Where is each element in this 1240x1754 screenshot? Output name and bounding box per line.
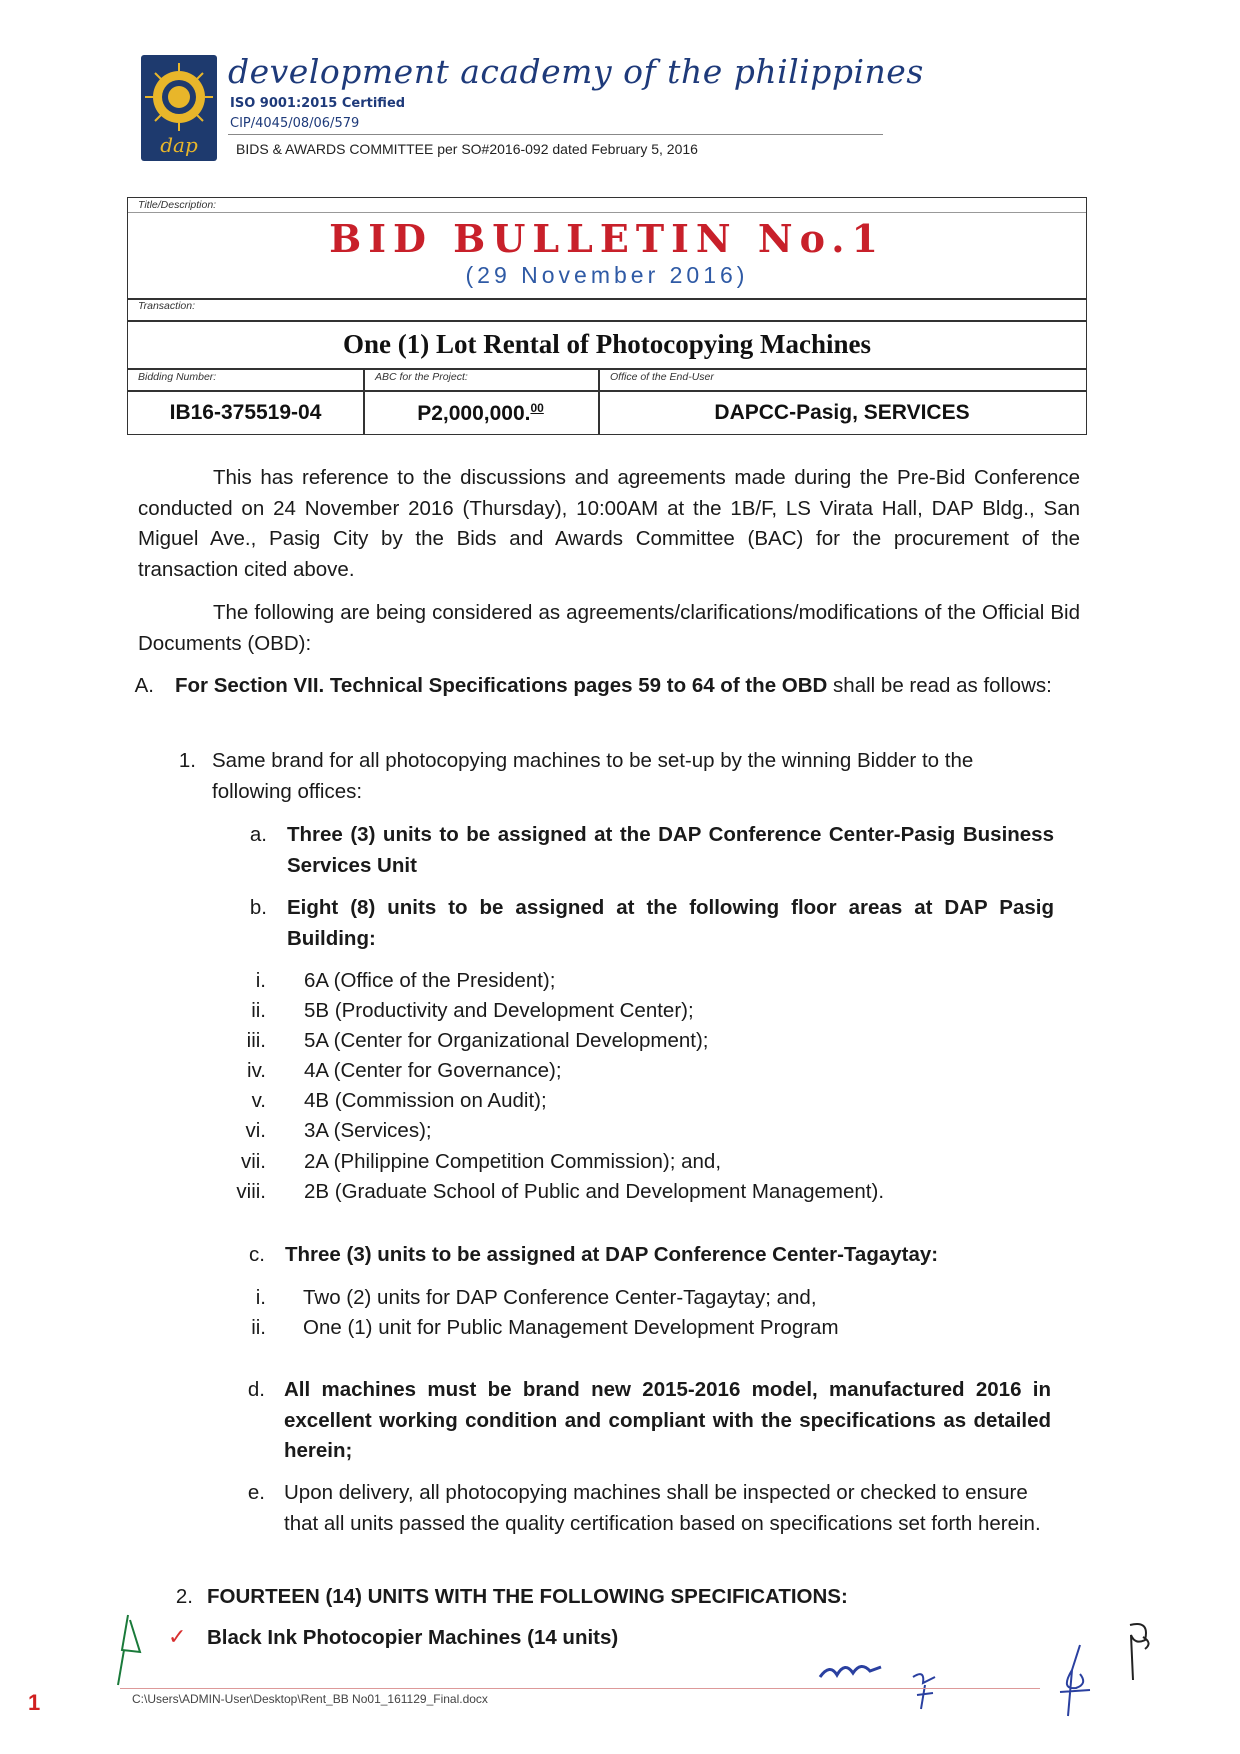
checkmark-icon: ✓ xyxy=(168,1624,187,1649)
item-2-marker: 2. xyxy=(175,1585,193,1608)
dap-logo xyxy=(141,55,217,161)
list-item: One (1) unit for Public Management Development Program xyxy=(303,1316,839,1339)
item-1-marker: 1. xyxy=(178,749,196,772)
item-b-marker: b. xyxy=(249,896,267,919)
item-a-text: Three (3) units to be assigned at the DAP Conference Center-Pasig Business Services Unit xyxy=(287,823,1054,877)
list-number: v. xyxy=(251,1089,266,1112)
handwritten-initial-icon xyxy=(905,1665,945,1715)
item-e-marker: e. xyxy=(247,1481,265,1504)
table-divider xyxy=(128,320,1086,322)
footer-divider xyxy=(120,1688,1040,1689)
item-d-text: All machines must be brand new 2015-2016 model, manufactured 2016 in excellent working condition and compliant with the specifications as detailed herein; xyxy=(284,1378,1051,1462)
abc-label: ABC for the Project: xyxy=(375,371,468,383)
list-number: iii. xyxy=(246,1029,266,1052)
handwritten-initial-icon xyxy=(1050,1640,1100,1720)
list-number: iv. xyxy=(247,1059,266,1082)
list-number: vi. xyxy=(245,1119,266,1142)
list-item: Two (2) units for DAP Conference Center-Tagaytay; and, xyxy=(303,1286,817,1309)
table-divider xyxy=(128,368,1086,370)
cip-number: CIP/4045/08/06/579 xyxy=(230,116,360,131)
transaction-title: One (1) Lot Rental of Photocopying Machines xyxy=(343,329,871,359)
handwritten-initial-icon xyxy=(1115,1615,1160,1685)
bac-reference: BIDS & AWARDS COMMITTEE per SO#2016-092 dated February 5, 2016 xyxy=(236,141,698,157)
list-number: i. xyxy=(255,969,266,992)
list-item: 5B (Productivity and Development Center); xyxy=(304,999,694,1022)
list-number: viii. xyxy=(236,1180,266,1203)
transaction-label: Transaction: xyxy=(138,300,195,312)
logo-text: dap xyxy=(160,133,198,157)
item-c-text: Three (3) units to be assigned at DAP Conference Center-Tagaytay: xyxy=(285,1243,939,1266)
intro-paragraph: This has reference to the discussions and agreements made during the Pre-Bid Conference conducted on 24 November 2016 (Thursday), 10:00AM at the 1B/F, LS Virata Hall, DAP Bldg., San Miguel Ave., Pasig City by the Bids and Awards Committee (BAC) for the procurement of the transaction cited above. xyxy=(138,466,1080,581)
item-a-marker: a. xyxy=(249,823,267,846)
item-d-marker: d. xyxy=(247,1378,265,1401)
list-number: vii. xyxy=(240,1150,266,1173)
list-item: 6A (Office of the President); xyxy=(304,969,556,992)
section-a-text xyxy=(175,671,1080,702)
item-e-text: Upon delivery, all photocopying machines shall be inspected or checked to ensure that all units passed the quality certification based on specifications set forth herein. xyxy=(284,1481,1041,1535)
list-number: ii. xyxy=(251,1316,266,1339)
header-divider xyxy=(228,134,883,135)
table-divider xyxy=(128,298,1086,300)
abc-amount-cents: 00 xyxy=(530,401,544,415)
table-divider xyxy=(128,212,1086,213)
considerations-paragraph: The following are being considered as agreements/clarifications/modifications of the Official Bid Documents (OBD): xyxy=(138,601,1080,655)
section-a-marker: A. xyxy=(134,674,154,697)
item-b-text: Eight (8) units to be assigned at the following floor areas at DAP Pasig Building: xyxy=(287,896,1054,950)
list-item: 4A (Center for Governance); xyxy=(304,1059,562,1082)
item-1-text: Same brand for all photocopying machines to be set-up by the winning Bidder to the following offices: xyxy=(212,749,974,803)
abc-amount xyxy=(363,401,598,426)
organization-name: development academy of the philippines xyxy=(228,52,924,91)
list-item: 3A (Services); xyxy=(304,1119,432,1142)
bidding-number: IB16-375519-04 xyxy=(169,401,322,424)
section-a-bold: For Section VII. Technical Specifications pages 59 to 64 of the OBD xyxy=(175,674,828,697)
iso-certification: ISO 9001:2015 Certified xyxy=(230,96,406,111)
bulletin-info-table xyxy=(127,197,1087,435)
list-item: 2A (Philippine Competition Commission); and, xyxy=(304,1150,722,1173)
list-item: 5A (Center for Organizational Development); xyxy=(304,1029,709,1052)
page-number: 1 xyxy=(28,1690,41,1715)
table-divider xyxy=(128,390,1086,392)
list-item: 2B (Graduate School of Public and Development Management). xyxy=(304,1180,885,1203)
item-2-text: FOURTEEN (14) UNITS WITH THE FOLLOWING SPECIFICATIONS: xyxy=(207,1585,848,1608)
bulletin-date: (29 November 2016) xyxy=(465,262,749,288)
handwritten-signature-icon xyxy=(815,1655,885,1685)
end-user-label: Office of the End-User xyxy=(610,371,714,383)
abc-amount-main: P2,000,000. xyxy=(417,402,531,425)
bidding-number-label: Bidding Number: xyxy=(138,371,217,383)
end-user-office: DAPCC-Pasig, SERVICES xyxy=(714,401,970,424)
bulletin-title: BID BULLETIN No.1 xyxy=(329,216,885,261)
list-item: 4B (Commission on Audit); xyxy=(304,1089,547,1112)
check-item-text: Black Ink Photocopier Machines (14 units) xyxy=(207,1626,619,1649)
list-number: i. xyxy=(255,1286,266,1309)
title-label: Title/Description: xyxy=(138,199,217,211)
item-c-marker: c. xyxy=(249,1243,265,1266)
handwritten-initial-icon xyxy=(110,1610,160,1690)
list-number: ii. xyxy=(251,999,266,1022)
file-path: C:\Users\ADMIN-User\Desktop\Rent_BB No01_161129_Final.docx xyxy=(132,1692,488,1706)
section-a-rest: shall be read as follows: xyxy=(827,674,1052,697)
